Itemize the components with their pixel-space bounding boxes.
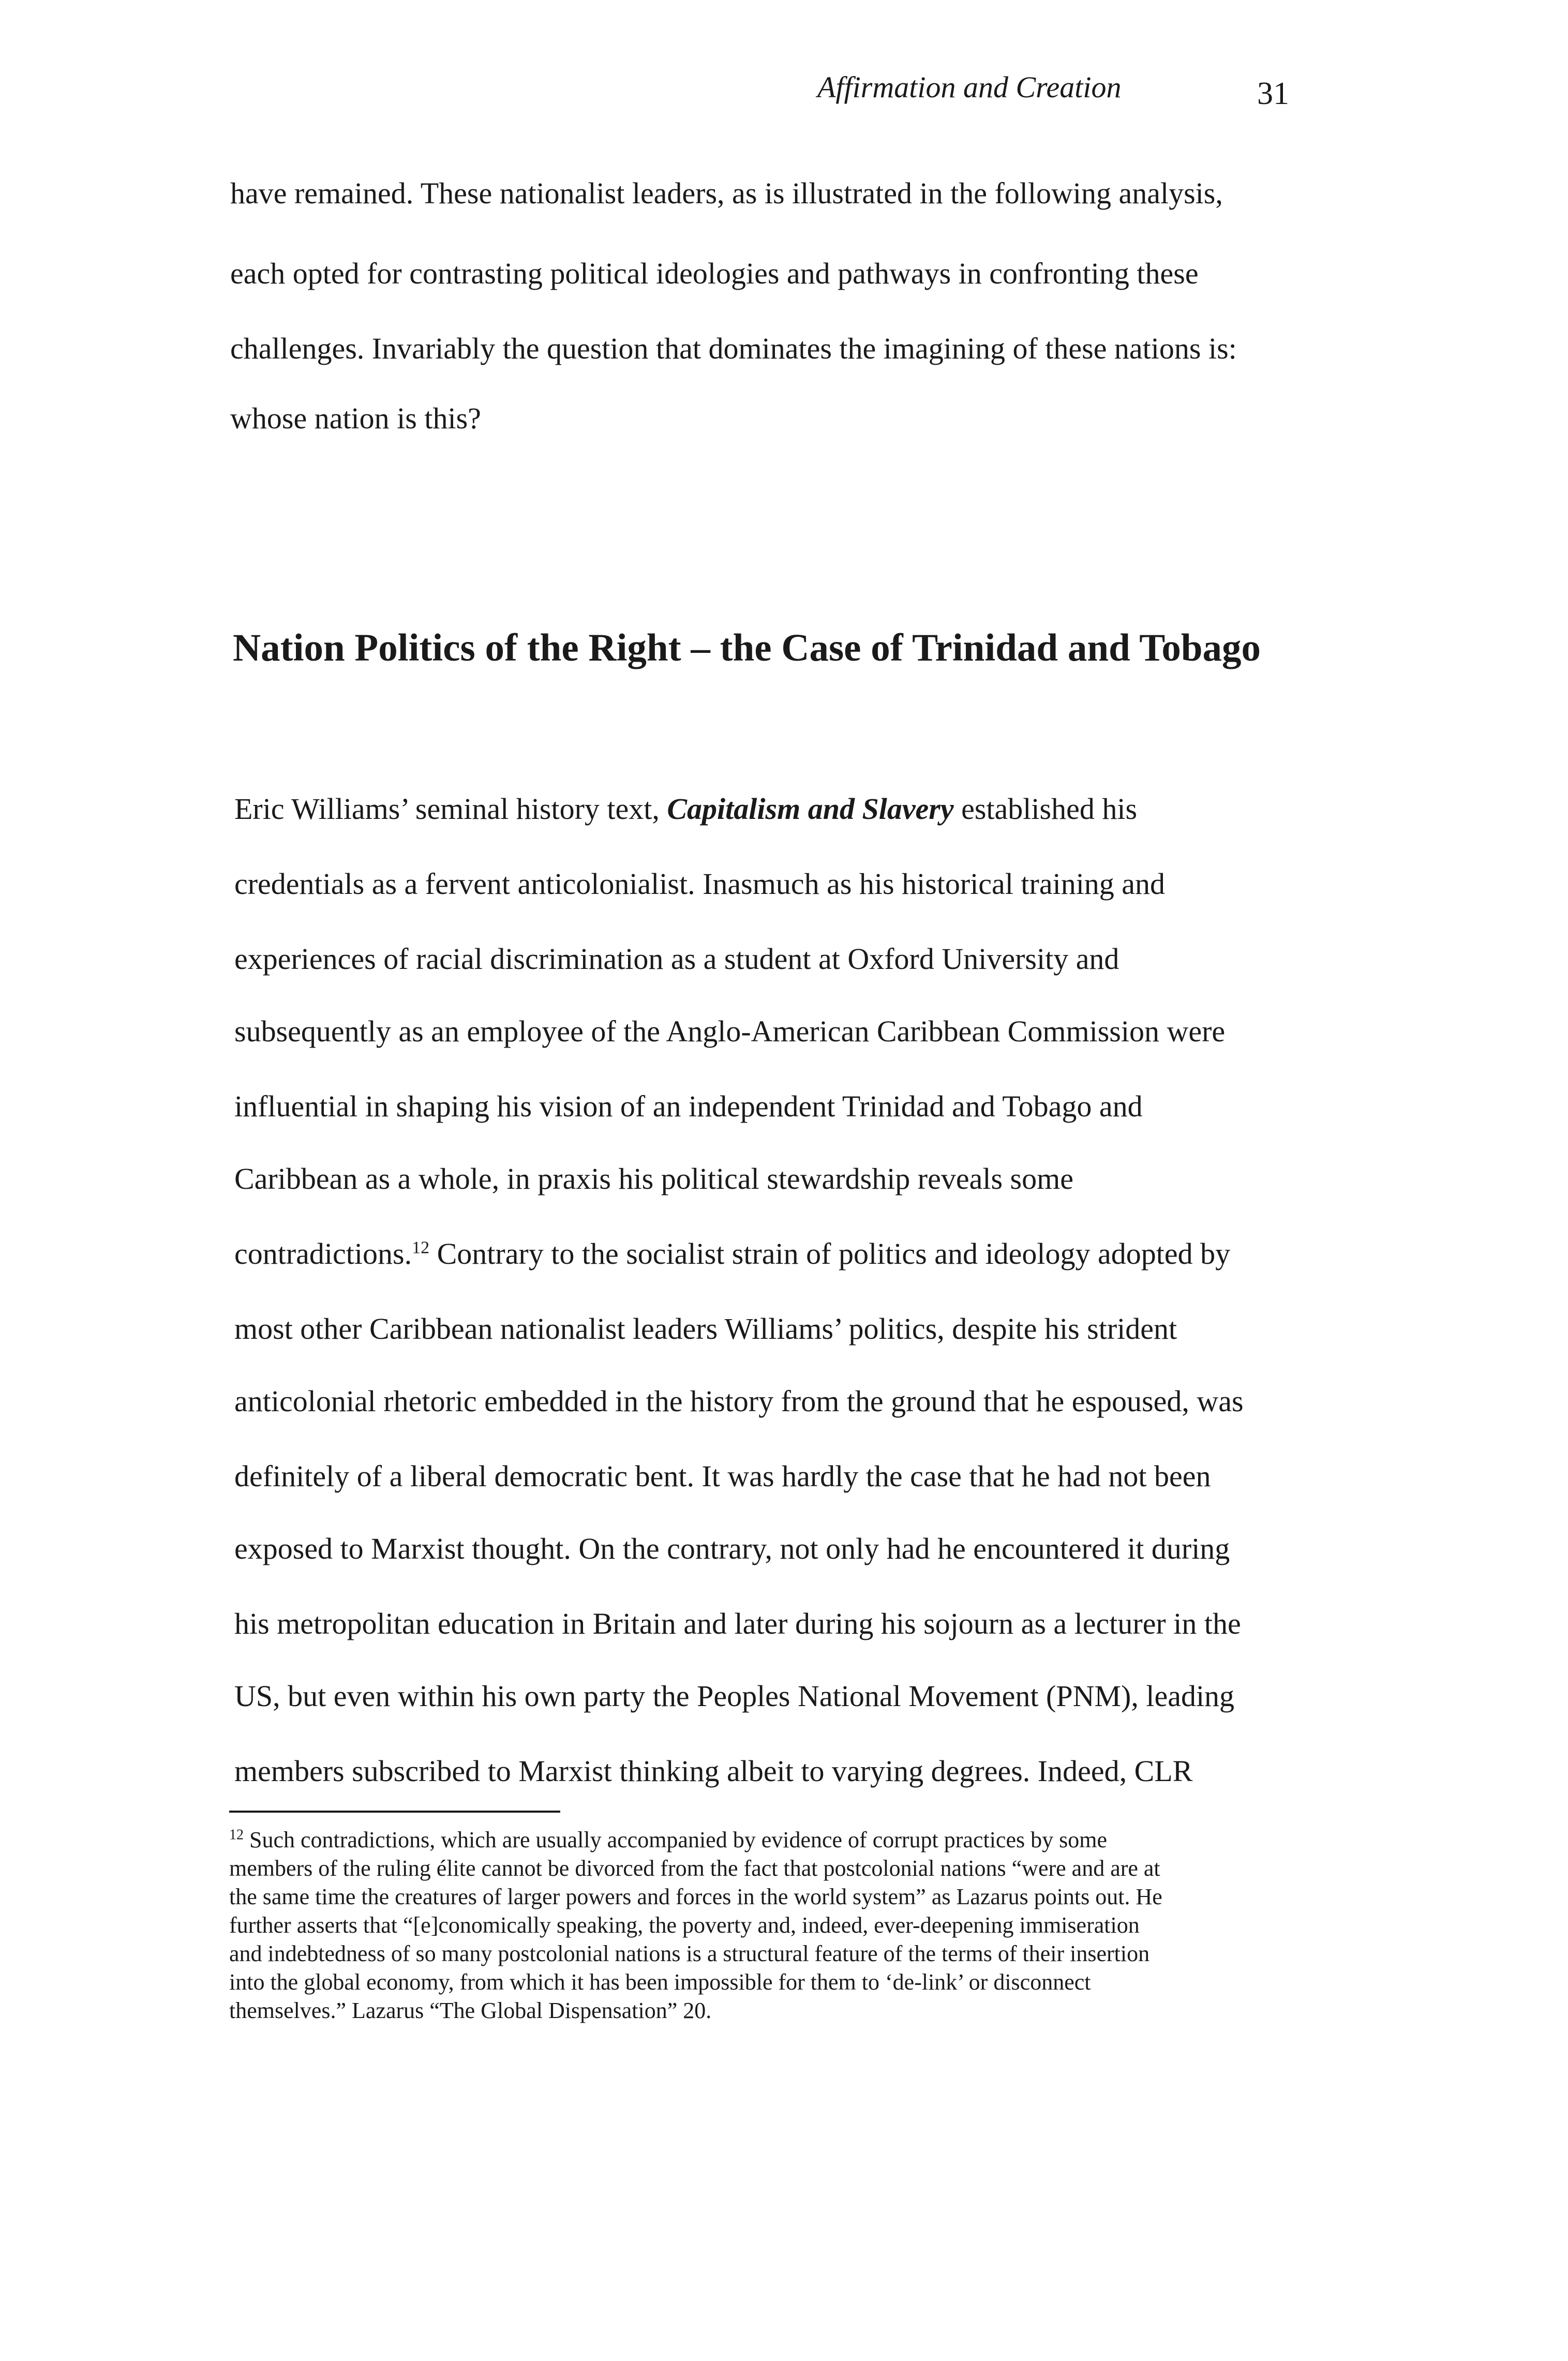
body-line [234,794,1137,824]
body-line: experiences of racial discrimination as a student at Oxford University and [234,942,1119,976]
text-run: Eric Williams’ seminal history text, [234,792,667,826]
text-run: Such contradictions, which are usually accompanied by evidence of corrupt practices by some [244,1827,1107,1852]
section-heading: Nation Politics of the Right – the Case of Trinidad and Tobago [233,626,1261,669]
footnote-reference[interactable]: 12 [412,1238,430,1258]
text-run: established his [953,792,1138,826]
footnote-line: the same time the creatures of larger powers and forces in the world system” as Lazarus points out. He [229,1884,1162,1909]
book-title: Capitalism and Slavery [667,792,954,826]
body-line: each opted for contrasting political ideologies and pathways in confronting these [230,257,1199,290]
body-line: influential in shaping his vision of an independent Trinidad and Tobago and [234,1089,1143,1123]
body-line: whose nation is this? [230,401,481,435]
body-line: have remained. These nationalist leaders, as is illustrated in the following analysis, [230,176,1223,210]
body-line [234,1239,1230,1269]
footnote-separator [229,1811,560,1813]
body-line: definitely of a liberal democratic bent. It was hardly the case that he had not been [234,1459,1211,1493]
footnote-marker: 12 [229,1827,244,1843]
body-line: credentials as a fervent anticolonialist. Inasmuch as his historical training and [234,867,1166,901]
body-line: challenges. Invariably the question that dominates the imagining of these nations is: [230,332,1237,365]
footnote-line: further asserts that “[e]conomically speaking, the poverty and, indeed, ever-deepening immiseration [229,1912,1140,1938]
text-run: contradictions. [234,1237,412,1271]
body-line: anticolonial rhetoric embedded in the history from the ground that he espoused, was [234,1384,1244,1418]
footnote-line: and indebtedness of so many postcolonial nations is a structural feature of the terms of their insertion [229,1941,1150,1966]
body-line: subsequently as an employee of the Anglo-American Caribbean Commission were [234,1014,1226,1048]
page-number: 31 [1257,76,1289,111]
footnote-line: themselves.” Lazarus “The Global Dispensation” 20. [229,1998,712,2023]
body-line: US, but even within his own party the Peoples National Movement (PNM), leading [234,1679,1235,1713]
body-line: most other Caribbean nationalist leaders Williams’ politics, despite his strident [234,1312,1177,1346]
footnote-line: into the global economy, from which it has been impossible for them to ‘de-link’ or disconnect [229,1969,1091,1995]
running-title: Affirmation and Creation [817,70,1122,104]
footnote-line: members of the ruling élite cannot be divorced from the fact that postcolonial nations “were and are at [229,1856,1160,1881]
footnote-line [229,1829,1107,1851]
body-line: members subscribed to Marxist thinking albeit to varying degrees. Indeed, CLR [234,1754,1193,1788]
text-run: Contrary to the socialist strain of politics and ideology adopted by [429,1237,1231,1271]
body-line: exposed to Marxist thought. On the contrary, not only had he encountered it during [234,1532,1230,1565]
body-line: his metropolitan education in Britain and later during his sojourn as a lecturer in the [234,1607,1241,1640]
body-line: Caribbean as a whole, in praxis his political stewardship reveals some [234,1162,1073,1196]
